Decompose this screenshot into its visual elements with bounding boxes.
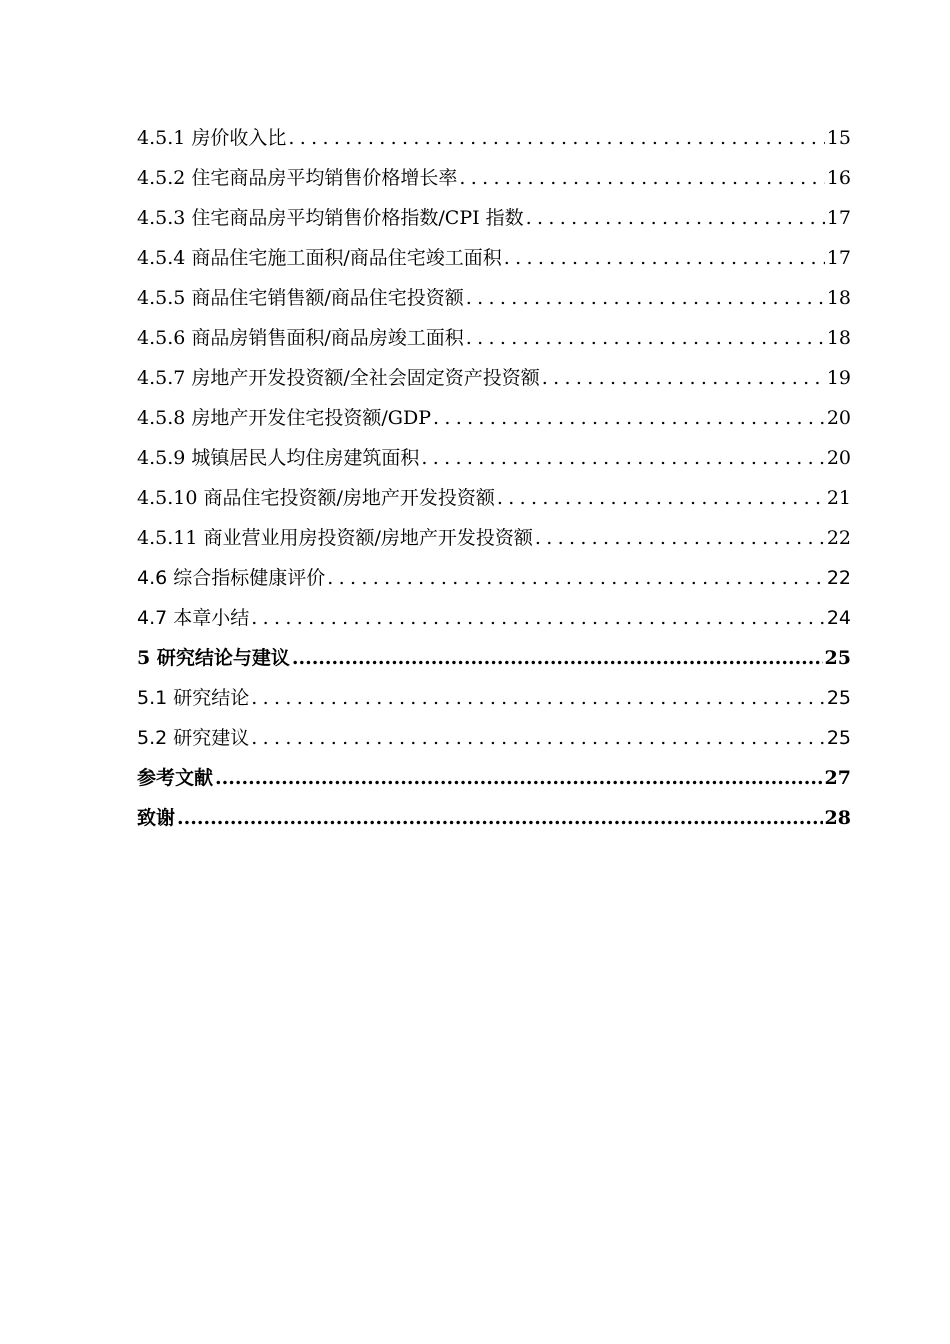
toc-dot-leader <box>535 518 825 558</box>
toc-dot-leader <box>433 398 825 438</box>
toc-page-number: 27 <box>824 767 851 789</box>
toc-entry-title: 4.5.2 住宅商品房平均销售价格增长率 <box>137 167 458 189</box>
toc-page-number: 25 <box>824 647 851 669</box>
toc-dot-leader <box>526 198 825 238</box>
toc-entry-4-5-9[interactable] <box>137 438 851 478</box>
toc-page-number: 25 <box>826 687 851 709</box>
toc-entry-4-5-2[interactable] <box>137 158 851 198</box>
toc-page-number: 16 <box>826 167 851 189</box>
toc-entry-5-1[interactable] <box>137 678 851 718</box>
toc-entry-title: 4.5.4 商品住宅施工面积/商品住宅竣工面积 <box>137 247 502 269</box>
toc-entry-chapter-5[interactable] <box>137 638 851 678</box>
toc-dot-leader <box>251 598 825 638</box>
toc-entry-4-5-7[interactable] <box>137 358 851 398</box>
toc-entry-4-7[interactable] <box>137 598 851 638</box>
toc-entry-title: 4.5.5 商品住宅销售额/商品住宅投资额 <box>137 287 464 309</box>
toc-dot-leader <box>459 158 824 198</box>
toc-dot-leader <box>542 358 825 398</box>
toc-page-number: 20 <box>826 447 851 469</box>
toc-entry-title: 5.1 研究结论 <box>137 687 250 709</box>
toc-entry-title: 4.7 本章小结 <box>137 607 250 629</box>
toc-dot-leader <box>421 438 824 478</box>
toc-dot-leader <box>497 478 825 518</box>
toc-dot-leader <box>215 758 823 798</box>
toc-entry-acknowledgements[interactable] <box>137 798 851 838</box>
toc-entry-4-5-11[interactable] <box>137 518 851 558</box>
toc-entry-5-2[interactable] <box>137 718 851 758</box>
toc-entry-4-5-1[interactable] <box>137 118 851 158</box>
toc-entry-title: 4.5.9 城镇居民人均住房建筑面积 <box>137 447 420 469</box>
toc-page-number: 24 <box>826 607 851 629</box>
toc-page-number: 15 <box>826 127 851 149</box>
toc-dot-leader <box>327 558 825 598</box>
toc-entry-4-5-10[interactable] <box>137 478 851 518</box>
toc-entry-4-5-5[interactable] <box>137 278 851 318</box>
toc-dot-leader <box>177 798 823 838</box>
toc-dot-leader <box>288 118 824 158</box>
toc-entry-title: 4.5.10 商品住宅投资额/房地产开发投资额 <box>137 487 495 509</box>
toc-entry-title: 4.5.6 商品房销售面积/商品房竣工面积 <box>137 327 464 349</box>
toc-page-number: 21 <box>826 487 851 509</box>
toc-dot-leader <box>504 238 825 278</box>
toc-entry-title: 致谢 <box>137 807 176 829</box>
toc-page-number: 22 <box>826 567 851 589</box>
toc-page-number: 22 <box>826 527 851 549</box>
toc-entry-title: 4.5.3 住宅商品房平均销售价格指数/CPI 指数 <box>137 207 524 229</box>
toc-page-number: 28 <box>824 807 851 829</box>
toc-page-number: 17 <box>826 247 851 269</box>
table-of-contents <box>137 118 851 838</box>
toc-entry-4-5-3[interactable] <box>137 198 851 238</box>
toc-page-number: 25 <box>826 727 851 749</box>
toc-page-number: 19 <box>826 367 851 389</box>
toc-entry-references[interactable] <box>137 758 851 798</box>
toc-entry-title: 4.5.1 房价收入比 <box>137 127 287 149</box>
toc-entry-title: 4.5.7 房地产开发投资额/全社会固定资产投资额 <box>137 367 540 389</box>
toc-dot-leader <box>251 718 825 758</box>
toc-entry-4-5-8[interactable] <box>137 398 851 438</box>
toc-dot-leader <box>292 638 823 678</box>
toc-entry-title: 4.6 综合指标健康评价 <box>137 567 326 589</box>
toc-page-number: 20 <box>826 407 851 429</box>
toc-entry-title: 4.5.11 商业营业用房投资额/房地产开发投资额 <box>137 527 533 549</box>
toc-page-number: 18 <box>826 287 851 309</box>
toc-entry-title: 4.5.8 房地产开发住宅投资额/GDP <box>137 407 431 429</box>
toc-entry-4-5-6[interactable] <box>137 318 851 358</box>
toc-entry-4-6[interactable] <box>137 558 851 598</box>
toc-entry-4-5-4[interactable] <box>137 238 851 278</box>
toc-dot-leader <box>466 318 825 358</box>
toc-entry-title: 5.2 研究建议 <box>137 727 250 749</box>
toc-page-number: 18 <box>826 327 851 349</box>
toc-entry-title: 5 研究结论与建议 <box>137 647 290 669</box>
toc-dot-leader <box>466 278 825 318</box>
toc-page-number: 17 <box>826 207 851 229</box>
toc-entry-title: 参考文献 <box>137 767 214 789</box>
toc-dot-leader <box>251 678 825 718</box>
